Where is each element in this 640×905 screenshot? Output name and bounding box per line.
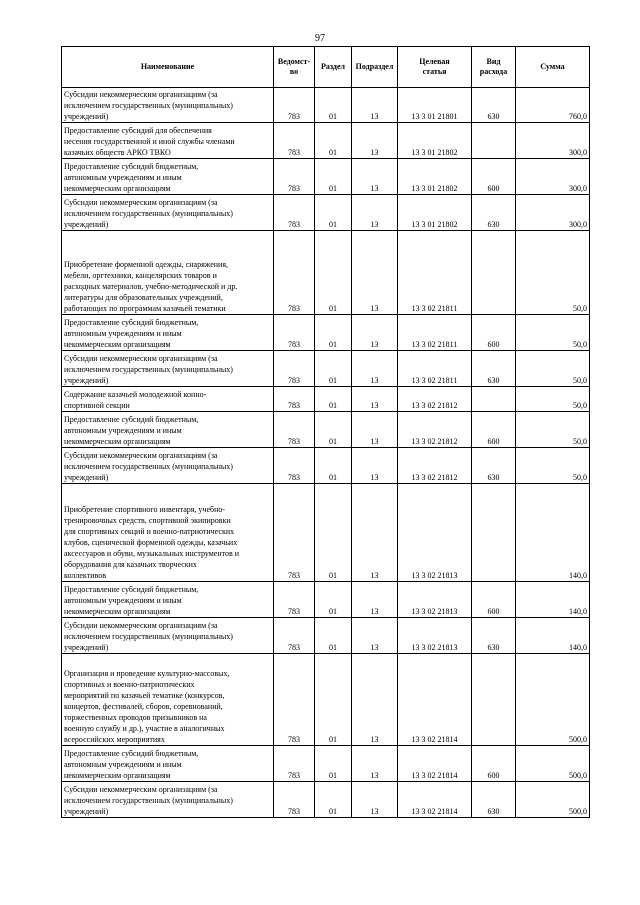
table-row — [62, 484, 590, 582]
cell-subsection: 13 — [352, 387, 398, 412]
cell-section: 01 — [315, 231, 352, 315]
cell-section: 01 — [315, 351, 352, 387]
cell-name: Предоставление субсидий для обеспечения несения государственной и иной службы членами казачьих обществ АРКО ТВКО — [62, 123, 274, 159]
header-expense-type: Вид расхода — [472, 47, 516, 88]
cell-amount: 300,0 — [516, 159, 590, 195]
cell-subsection: 13 — [352, 88, 398, 123]
cell-target-article: 13 3 02 21811 — [398, 315, 472, 351]
cell-name: Приобретение спортивного инвентаря, учебно- тренировочных средств, спортивной экипировки для спортивных секций и военно-патриотических клубов, сценической форменной одежды, казачьих аксессуаров и обуви, музыкальных инструментов и оборудования для казачьих творческих коллективов — [62, 484, 274, 582]
cell-target-article: 13 3 02 21814 — [398, 654, 472, 746]
table-row — [62, 618, 590, 654]
cell-department: 783 — [274, 484, 315, 582]
cell-subsection: 13 — [352, 582, 398, 618]
cell-target-article: 13 3 02 21813 — [398, 582, 472, 618]
cell-target-article: 13 3 01 21802 — [398, 123, 472, 159]
cell-amount: 140,0 — [516, 618, 590, 654]
cell-department: 783 — [274, 618, 315, 654]
cell-expense-type — [472, 387, 516, 412]
cell-expense-type: 630 — [472, 351, 516, 387]
cell-target-article: 13 3 02 21813 — [398, 618, 472, 654]
cell-section: 01 — [315, 88, 352, 123]
table-row — [62, 746, 590, 782]
cell-department: 783 — [274, 387, 315, 412]
cell-department: 783 — [274, 231, 315, 315]
cell-department: 783 — [274, 88, 315, 123]
cell-name: Предоставление субсидий бюджетным, автономным учреждениям и иным некоммерческим организациям — [62, 412, 274, 448]
cell-expense-type — [472, 231, 516, 315]
header-subsection: Подраздел — [352, 47, 398, 88]
table-row — [62, 351, 590, 387]
cell-amount: 760,0 — [516, 88, 590, 123]
cell-department: 783 — [274, 654, 315, 746]
table-body — [62, 88, 590, 818]
cell-target-article: 13 3 02 21812 — [398, 448, 472, 484]
cell-amount: 50,0 — [516, 351, 590, 387]
cell-section: 01 — [315, 782, 352, 818]
table-row — [62, 123, 590, 159]
cell-subsection: 13 — [352, 618, 398, 654]
cell-amount: 50,0 — [516, 387, 590, 412]
header-target-article: Целевая статья — [398, 47, 472, 88]
cell-amount: 500,0 — [516, 654, 590, 746]
cell-subsection: 13 — [352, 448, 398, 484]
cell-expense-type: 600 — [472, 412, 516, 448]
cell-amount: 50,0 — [516, 231, 590, 315]
table-row — [62, 782, 590, 818]
table-row — [62, 159, 590, 195]
table-row — [62, 315, 590, 351]
cell-name: Субсидии некоммерческим организациям (за исключением государственных (муниципальных) учреждений) — [62, 195, 274, 231]
cell-expense-type — [472, 654, 516, 746]
cell-department: 783 — [274, 195, 315, 231]
cell-name: Предоставление субсидий бюджетным, автономным учреждениям и иным некоммерческим организациям — [62, 746, 274, 782]
header-department: Ведомст- во — [274, 47, 315, 88]
cell-name: Содержание казачьей молодежной конно- спортивной секции — [62, 387, 274, 412]
cell-amount: 50,0 — [516, 412, 590, 448]
cell-department: 783 — [274, 315, 315, 351]
page-number: 97 — [315, 33, 325, 44]
header-name: Наименование — [62, 47, 274, 88]
cell-section: 01 — [315, 123, 352, 159]
cell-name: Организация и проведение культурно-массовых, спортивных и военно-патриотических мероприятий по казачьей тематике (конкурсов, концертов, фестивалей, сборов, соревнований, торжественных проводов призывников на военную службу и др.), участие в аналогичных всероссийских мероприятиях — [62, 654, 274, 746]
cell-amount: 50,0 — [516, 448, 590, 484]
cell-expense-type: 630 — [472, 195, 516, 231]
cell-amount: 500,0 — [516, 746, 590, 782]
cell-amount: 300,0 — [516, 123, 590, 159]
table-row — [62, 231, 590, 315]
cell-department: 783 — [274, 782, 315, 818]
cell-department: 783 — [274, 746, 315, 782]
table-row — [62, 88, 590, 123]
cell-amount: 140,0 — [516, 484, 590, 582]
cell-name: Субсидии некоммерческим организациям (за исключением государственных (муниципальных) учреждений) — [62, 782, 274, 818]
cell-department: 783 — [274, 448, 315, 484]
cell-section: 01 — [315, 412, 352, 448]
cell-subsection: 13 — [352, 231, 398, 315]
cell-target-article: 13 3 02 21814 — [398, 746, 472, 782]
table-row — [62, 654, 590, 746]
cell-expense-type — [472, 123, 516, 159]
cell-section: 01 — [315, 484, 352, 582]
cell-subsection: 13 — [352, 746, 398, 782]
cell-subsection: 13 — [352, 782, 398, 818]
cell-target-article: 13 3 02 21813 — [398, 484, 472, 582]
cell-amount: 50,0 — [516, 315, 590, 351]
cell-subsection: 13 — [352, 195, 398, 231]
cell-subsection: 13 — [352, 123, 398, 159]
table-row — [62, 195, 590, 231]
cell-section: 01 — [315, 582, 352, 618]
budget-table — [61, 46, 590, 818]
header-amount: Сумма — [516, 47, 590, 88]
cell-section: 01 — [315, 195, 352, 231]
cell-department: 783 — [274, 582, 315, 618]
cell-subsection: 13 — [352, 315, 398, 351]
cell-subsection: 13 — [352, 412, 398, 448]
header-section: Раздел — [315, 47, 352, 88]
cell-subsection: 13 — [352, 351, 398, 387]
cell-expense-type: 630 — [472, 618, 516, 654]
cell-section: 01 — [315, 654, 352, 746]
table-row — [62, 412, 590, 448]
cell-target-article: 13 3 01 21802 — [398, 159, 472, 195]
cell-amount: 500,0 — [516, 782, 590, 818]
cell-expense-type: 600 — [472, 582, 516, 618]
cell-name: Субсидии некоммерческим организациям (за исключением государственных (муниципальных) учреждений) — [62, 351, 274, 387]
cell-expense-type: 600 — [472, 315, 516, 351]
cell-department: 783 — [274, 412, 315, 448]
cell-name: Предоставление субсидий бюджетным, автономным учреждениям и иным некоммерческим организациям — [62, 315, 274, 351]
cell-name: Субсидии некоммерческим организациям (за исключением государственных (муниципальных) учреждений) — [62, 618, 274, 654]
cell-expense-type: 630 — [472, 448, 516, 484]
cell-target-article: 13 3 02 21812 — [398, 412, 472, 448]
cell-section: 01 — [315, 448, 352, 484]
cell-section: 01 — [315, 315, 352, 351]
cell-target-article: 13 3 02 21812 — [398, 387, 472, 412]
cell-section: 01 — [315, 746, 352, 782]
cell-subsection: 13 — [352, 654, 398, 746]
table-row — [62, 582, 590, 618]
cell-name: Субсидии некоммерческим организациям (за исключением государственных (муниципальных) учреждений) — [62, 88, 274, 123]
cell-section: 01 — [315, 159, 352, 195]
cell-department: 783 — [274, 123, 315, 159]
cell-name: Предоставление субсидий бюджетным, автономным учреждениям и иным некоммерческим организациям — [62, 159, 274, 195]
cell-target-article: 13 3 02 21811 — [398, 231, 472, 315]
cell-department: 783 — [274, 159, 315, 195]
cell-department: 783 — [274, 351, 315, 387]
cell-expense-type — [472, 484, 516, 582]
cell-target-article: 13 3 01 21802 — [398, 195, 472, 231]
cell-amount: 300,0 — [516, 195, 590, 231]
cell-expense-type: 600 — [472, 159, 516, 195]
cell-section: 01 — [315, 618, 352, 654]
table-row — [62, 448, 590, 484]
cell-expense-type: 630 — [472, 782, 516, 818]
cell-target-article: 13 3 02 21814 — [398, 782, 472, 818]
cell-expense-type: 600 — [472, 746, 516, 782]
cell-name: Приобретение форменной одежды, снаряжения, мебели, оргтехники, канцелярских товаров и расходных материалов, учебно-методической и др. литературы для образовательных учреждений, работающих по программам казачьей тематики — [62, 231, 274, 315]
cell-name: Предоставление субсидий бюджетным, автономным учреждениям и иным некоммерческим организациям — [62, 582, 274, 618]
cell-subsection: 13 — [352, 484, 398, 582]
cell-expense-type: 630 — [472, 88, 516, 123]
cell-section: 01 — [315, 387, 352, 412]
table-header-row — [62, 47, 590, 88]
cell-target-article: 13 3 01 21801 — [398, 88, 472, 123]
cell-subsection: 13 — [352, 159, 398, 195]
cell-name: Субсидии некоммерческим организациям (за исключением государственных (муниципальных) учреждений) — [62, 448, 274, 484]
cell-target-article: 13 3 02 21811 — [398, 351, 472, 387]
table-row — [62, 387, 590, 412]
cell-amount: 140,0 — [516, 582, 590, 618]
